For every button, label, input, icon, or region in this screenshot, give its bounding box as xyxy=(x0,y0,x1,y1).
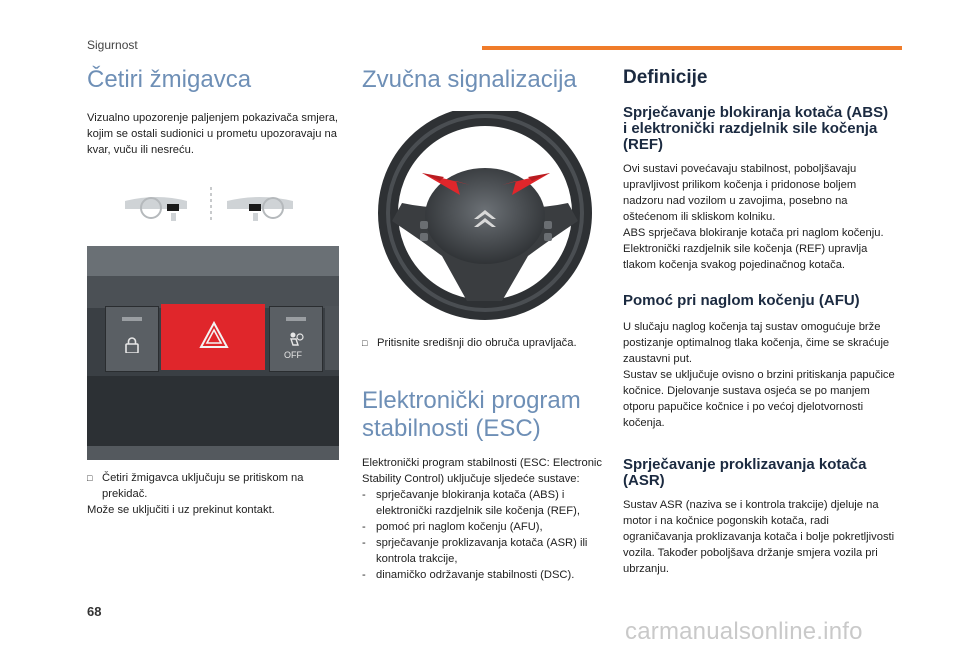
esc-title: Elektronički program stabilnosti (ESC) xyxy=(362,387,581,442)
list-item: - dinamičko održavanje stabilnosti (DSC). xyxy=(362,569,575,581)
abs-paragraph-1: Ovi sustavi povećavaju stabilnost, poboljšavaju upravljivost prilikom kočenja i pridonose boljem nadzoru nad vozilom u zavojima, posebno na oštećenom ili skliskom kolniku. xyxy=(623,163,857,223)
abs-paragraph-3: Elektronički razdjelnik sile kočenja (REF) upravlja tlakom kočenja svakog pojedinačnog kotača. xyxy=(623,243,868,271)
hazard-button[interactable] xyxy=(161,304,265,370)
asr-paragraph-1: Sustav ASR (naziva se i kontrola trakcije) djeluje na motor i na kočnice pogonskih kotača, radi ograničavanja proklizavanja kotača i bolje pokretljivosti vozila. Također poboljšava držanje smjera vozila pri ubrzanju. xyxy=(623,499,895,575)
airbag-off-label: OFF xyxy=(284,350,302,360)
bullet-arrow-icon: □ xyxy=(87,473,93,483)
header-rule xyxy=(482,46,902,50)
column-definitions xyxy=(623,60,895,577)
afu-title: Pomoć pri naglom kočenju (AFU) xyxy=(623,292,860,309)
afu-paragraph-2: Sustav se uključuje ovisno o brzini pritiskanja papučice kočnice. Djelovanje sustava osjeća se po manjem otporu papučice kočnice i po većoj djelotvornosti kočenja. xyxy=(623,369,895,429)
dashboard-left-icon xyxy=(125,197,187,221)
airbag-button-led xyxy=(286,317,306,321)
abs-title: Sprječavanje blokiranja kotača (ABS) i elektronički razdjelnik sile kočenja (REF) xyxy=(623,104,889,153)
panel-lower-band xyxy=(87,376,339,446)
horn-note-text: Pritisnite središnji dio obruča upravljača. xyxy=(377,337,577,349)
dashboard-location-illustration xyxy=(87,187,339,233)
section-tag: Sigurnost xyxy=(87,38,138,52)
page-number: 68 xyxy=(87,604,102,619)
lock-button[interactable] xyxy=(105,306,159,372)
hazard-note xyxy=(87,470,339,502)
column-horn-esc xyxy=(362,60,614,583)
afu-paragraph-1: U slučaju naglog kočenja taj sustav omogućuje brže postizanje optimalnog tlaka kočenja, čime se skraćuje zaustavni put. xyxy=(623,321,890,365)
list-item: - sprječavanje proklizavanja kotača (ASR) ili kontrola trakcije, xyxy=(362,537,588,565)
hazard-panel-photo xyxy=(87,246,339,460)
horn-note xyxy=(362,335,614,351)
asr-title: Sprječavanje proklizavanja kotača (ASR) xyxy=(623,456,867,489)
airbag-off-button[interactable] xyxy=(269,306,323,372)
esc-intro: Elektronički program stabilnosti (ESC: Electronic Stability Control) uključuje sljedeće sustave: xyxy=(362,457,602,485)
lock-icon xyxy=(125,337,139,358)
list-item: - sprječavanje blokiranja kotača (ABS) i elektronički razdjelnik sile kočenja (REF), xyxy=(362,489,580,517)
esc-system-list xyxy=(362,487,614,583)
panel-side-block xyxy=(325,306,339,370)
column-hazard-lights xyxy=(87,60,339,518)
hazard-intro: Vizualno upozorenje paljenjem pokazivača smjera, kojim se ostali sudionici u prometu upozoravaju na kvar, vuču ili nesreću. xyxy=(87,112,339,156)
dashboard-right-icon xyxy=(227,197,293,221)
hazard-note-text: Četiri žmigavca uključuju se pritiskom na prekidač. xyxy=(102,472,304,500)
watermark: carmanualsonline.info xyxy=(625,618,863,645)
steering-wheel-illustration xyxy=(362,111,614,321)
definitions-title: Definicije xyxy=(623,67,708,88)
hazard-note-extra: Može se uključiti i uz prekinut kontakt. xyxy=(87,504,275,516)
hazard-triangle-icon xyxy=(199,321,229,354)
horn-title: Zvučna signalizacija xyxy=(362,66,577,93)
hazard-title: Četiri žmigavca xyxy=(87,66,252,93)
abs-paragraph-2: ABS sprječava blokiranje kotača pri naglom kočenju. xyxy=(623,227,884,239)
lock-button-led xyxy=(122,317,142,321)
panel-top-band xyxy=(87,246,339,276)
list-item: - pomoć pri naglom kočenju (AFU), xyxy=(362,521,543,533)
bullet-arrow-icon: □ xyxy=(362,338,368,348)
panel-bottom-strip xyxy=(87,446,339,460)
